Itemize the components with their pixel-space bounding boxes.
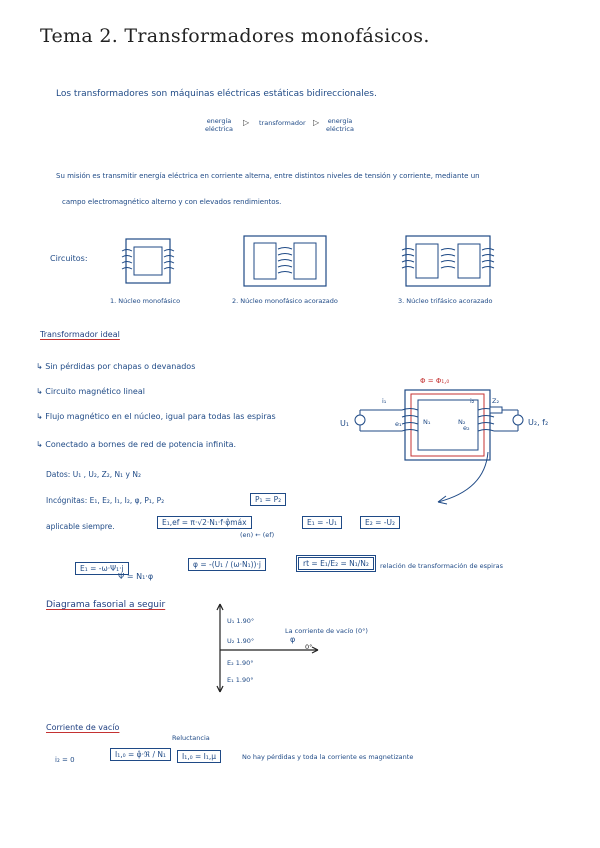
- diagrama-heading: Diagrama fasorial a seguir: [46, 600, 166, 610]
- fig-u1: U₁: [340, 419, 350, 428]
- e-eff-formula: E₁,ef = π·√2·N₁·f·φ̂máx: [157, 516, 252, 529]
- e2-formula: E₂ = -U₂: [360, 516, 400, 529]
- e1-vector-formula: E₁ = -ω·Ψ₁·j: [75, 562, 129, 575]
- i2-zero: i₂ = 0: [55, 756, 75, 764]
- phi-formula: φ = -(U₁ / (ω·N₁))·j: [188, 558, 266, 571]
- vacio-formula-2: I₁,₀ = I₁,μ: [177, 750, 221, 763]
- fig-u2: U₂, f₂: [528, 418, 549, 427]
- page-title: Tema 2. Transformadores monofásicos.: [40, 25, 430, 47]
- circuitos-label: Circuitos:: [50, 254, 88, 263]
- core-monofasico-diagram: [120, 235, 180, 290]
- e-eff-note: (en) ← (ef): [240, 531, 275, 539]
- rt-note: relación de transformación de espiras: [380, 562, 503, 570]
- caption-core-3: 3. Núcleo trifásico acorazado: [398, 297, 493, 305]
- flow-arrow-2: ▷: [313, 118, 320, 127]
- aplicable-text: aplicable siempre.: [46, 522, 115, 531]
- ideal-item-4-text: Conectado a bornes de red de potencia infinita.: [45, 440, 237, 449]
- intro-bullet-2-line2: campo electromagnético alterno y con elevados rendimientos.: [62, 198, 282, 206]
- ideal-item-4: ↳ Conectado a bornes de red de potencia infinita.: [36, 440, 237, 449]
- phasor-phi: φ: [290, 635, 296, 644]
- phasor-phi-angle: 0°: [305, 643, 313, 651]
- ideal-item-3-text: Flujo magnético en el núcleo, igual para todas las espiras: [45, 412, 276, 421]
- phasor-e1: E₁ 1.90°: [227, 676, 254, 684]
- vacio-formula-1: I₁,₀ = φ̂·ℜ / N₁: [110, 748, 171, 761]
- fig-i2: i₂: [470, 397, 475, 405]
- e1-formula: E₁ = -U₁: [302, 516, 342, 529]
- flow-input: energía eléctrica: [205, 117, 233, 133]
- flow-output: energía eléctrica: [326, 117, 354, 133]
- intro-bullet-1: Los transformadores son máquinas eléctricas estáticas bidireccionales.: [56, 89, 377, 99]
- power-equality-box: P₁ = P₂: [250, 493, 286, 506]
- caption-core-1: 1. Núcleo monofásico: [110, 297, 181, 305]
- incognitas-line: Incógnitas: E₁, E₂, I₁, I₂, φ, P₁, P₂: [46, 496, 165, 505]
- ideal-item-1-text: Sin pérdidas por chapas o devanados: [45, 362, 196, 371]
- psi-formula: Ψ = N₁·φ: [118, 572, 154, 581]
- caption-core-2: 2. Núcleo monofásico acorazado: [232, 297, 338, 305]
- vacio-text: No hay pérdidas y toda la corriente es magnetizante: [242, 753, 414, 761]
- phasor-e2: E₂ 1.90°: [227, 659, 254, 667]
- ideal-heading: Transformador ideal: [40, 330, 120, 339]
- core-trifasico-diagram: [402, 232, 494, 292]
- fig-e1: e₁: [395, 420, 402, 428]
- fig-phi: Φ = Φ₁,₀: [420, 377, 450, 385]
- datos-line: Datos: U₁ , U₂, Z₂, N₁ y N₂: [46, 470, 141, 479]
- reluctancia-label: Reluctancia: [172, 734, 210, 742]
- vacio-heading: Corriente de vacío: [46, 723, 120, 732]
- core-acorazado-diagram: [240, 233, 330, 291]
- flow-middle: transformador: [259, 119, 306, 127]
- phasor-note: La corriente de vacío (0°): [285, 627, 368, 635]
- curved-arrow: [430, 450, 500, 510]
- fig-z2: Z₂: [492, 397, 500, 405]
- ideal-item-3: ↳ Flujo magnético en el núcleo, igual para todas las espiras: [36, 412, 276, 421]
- rt-formula: rt = E₁/E₂ = N₁/N₂: [296, 555, 376, 572]
- ideal-item-1: ↳ Sin pérdidas por chapas o devanados: [36, 362, 196, 371]
- fig-e2: e₂: [463, 424, 470, 432]
- fig-i1: i₁: [382, 397, 387, 405]
- ideal-item-2: ↳ Circuito magnético lineal: [36, 387, 145, 396]
- fig-n2: N₂: [458, 418, 466, 426]
- ideal-item-2-text: Circuito magnético lineal: [45, 387, 145, 396]
- flow-arrow-1: ▷: [243, 118, 250, 127]
- fig-n1: N₁: [423, 418, 431, 426]
- intro-bullet-2-line1: Su misión es transmitir energía eléctrica en corriente alterna, entre distintos niveles de tensión y corriente, mediante un: [56, 172, 480, 180]
- phasor-u2: U₂ 1.90°: [227, 637, 255, 645]
- phasor-u1: U₁ 1.90°: [227, 617, 255, 625]
